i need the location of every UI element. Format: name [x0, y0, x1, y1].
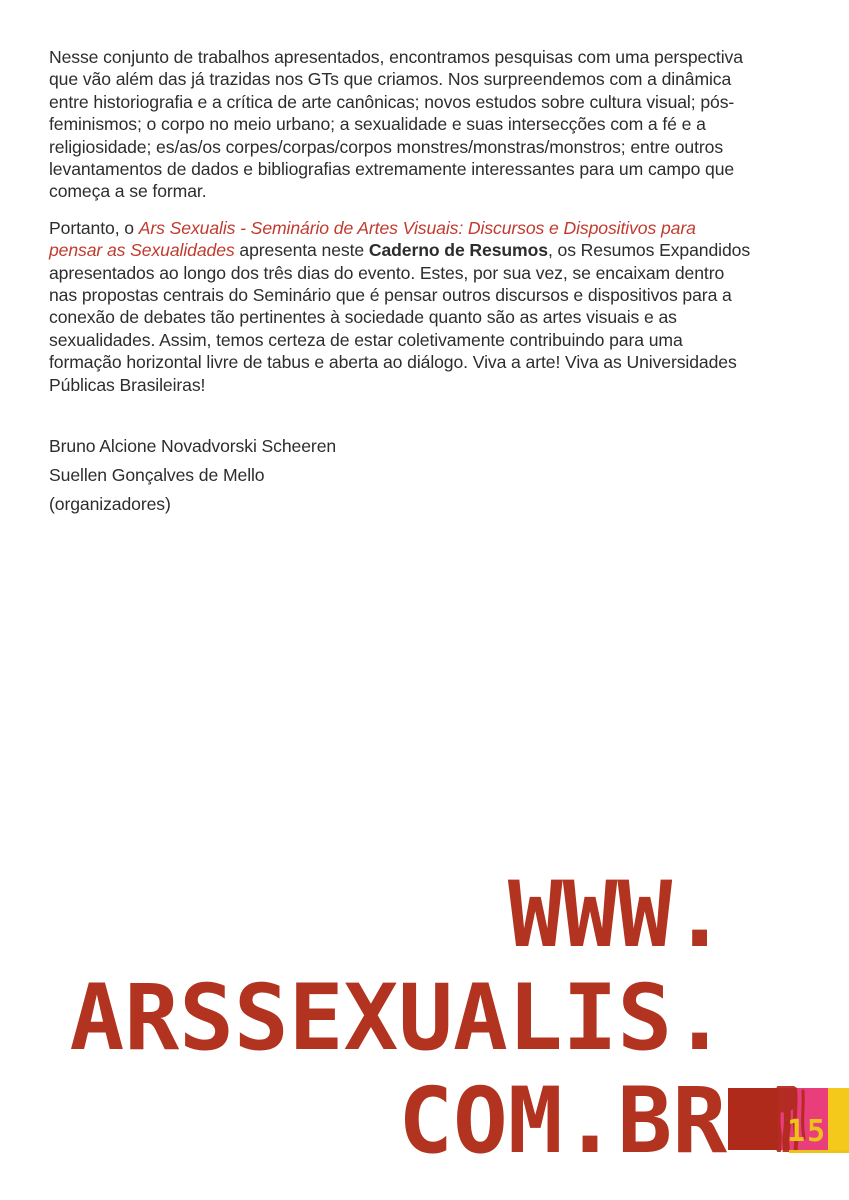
page-number-underline: [789, 1150, 849, 1153]
paragraph-text: Portanto, o: [49, 217, 139, 238]
paragraph-text: , os Resumos Expandidos apresentados ao longo dos três dias do evento. Estes, por sua vez, se encaixam dentro nas propostas centrais do Seminário que é pensar outros discursos e dispositivos para a conexão de debates tão pertinentes à sociedade quanto são as artes visuais e as sexualidades. Assim, temos certeza de estar coletivamente contribuindo para uma formação horizontal livre de tabus e aberta ao diálogo. Viva a arte! Viva as Universidades Públicas Brasileiras!: [49, 240, 751, 395]
author-name-2: Suellen Gonçalves de Mello: [49, 465, 265, 486]
authors-role: (organizadores): [49, 494, 171, 515]
website-url-art: [70, 864, 727, 1173]
author-name-1: Bruno Alcione Novadvorski Scheeren: [49, 436, 337, 457]
body-text-column: [49, 46, 752, 519]
corner-yellow-block: [828, 1088, 849, 1150]
url-line-domain: ARSSEXUALIS.: [69, 966, 727, 1071]
paragraph-intro: Nesse conjunto de trabalhos apresentados, encontramos pesquisas com uma perspectiva que vão além das já trazidas nos GTs que criamos. Nos surpreendemos com a dinâmica entre historiografia e a crítica de arte canônicas; novos estudos sobre cultura visual; pós-feminismos; o corpo no meio urbano; a sexualidade e suas intersecções com a fé e a religiosidade; es/as/os corpes/corpas/corpos monstres/monstras/monstros; entre outros levantamentos de dados e bibliografias extremamente interessantes para um campo que começa a se formar.: [49, 47, 743, 202]
url-line-tld: COM.BR: [398, 1069, 727, 1174]
url-line-www: WWW.: [507, 863, 727, 968]
paragraph-caderno: [49, 217, 752, 396]
caderno-de-resumos-text: Caderno de Resumos: [368, 240, 548, 261]
authors-block: [49, 432, 752, 519]
paragraph-text: apresenta neste: [234, 240, 369, 261]
seminar-title-text: Ars Sexualis - Seminário de Artes Visuais: Discursos e Dispositivos para pensar as Sexualidades: [49, 217, 696, 261]
page-number: 15: [787, 1114, 828, 1149]
